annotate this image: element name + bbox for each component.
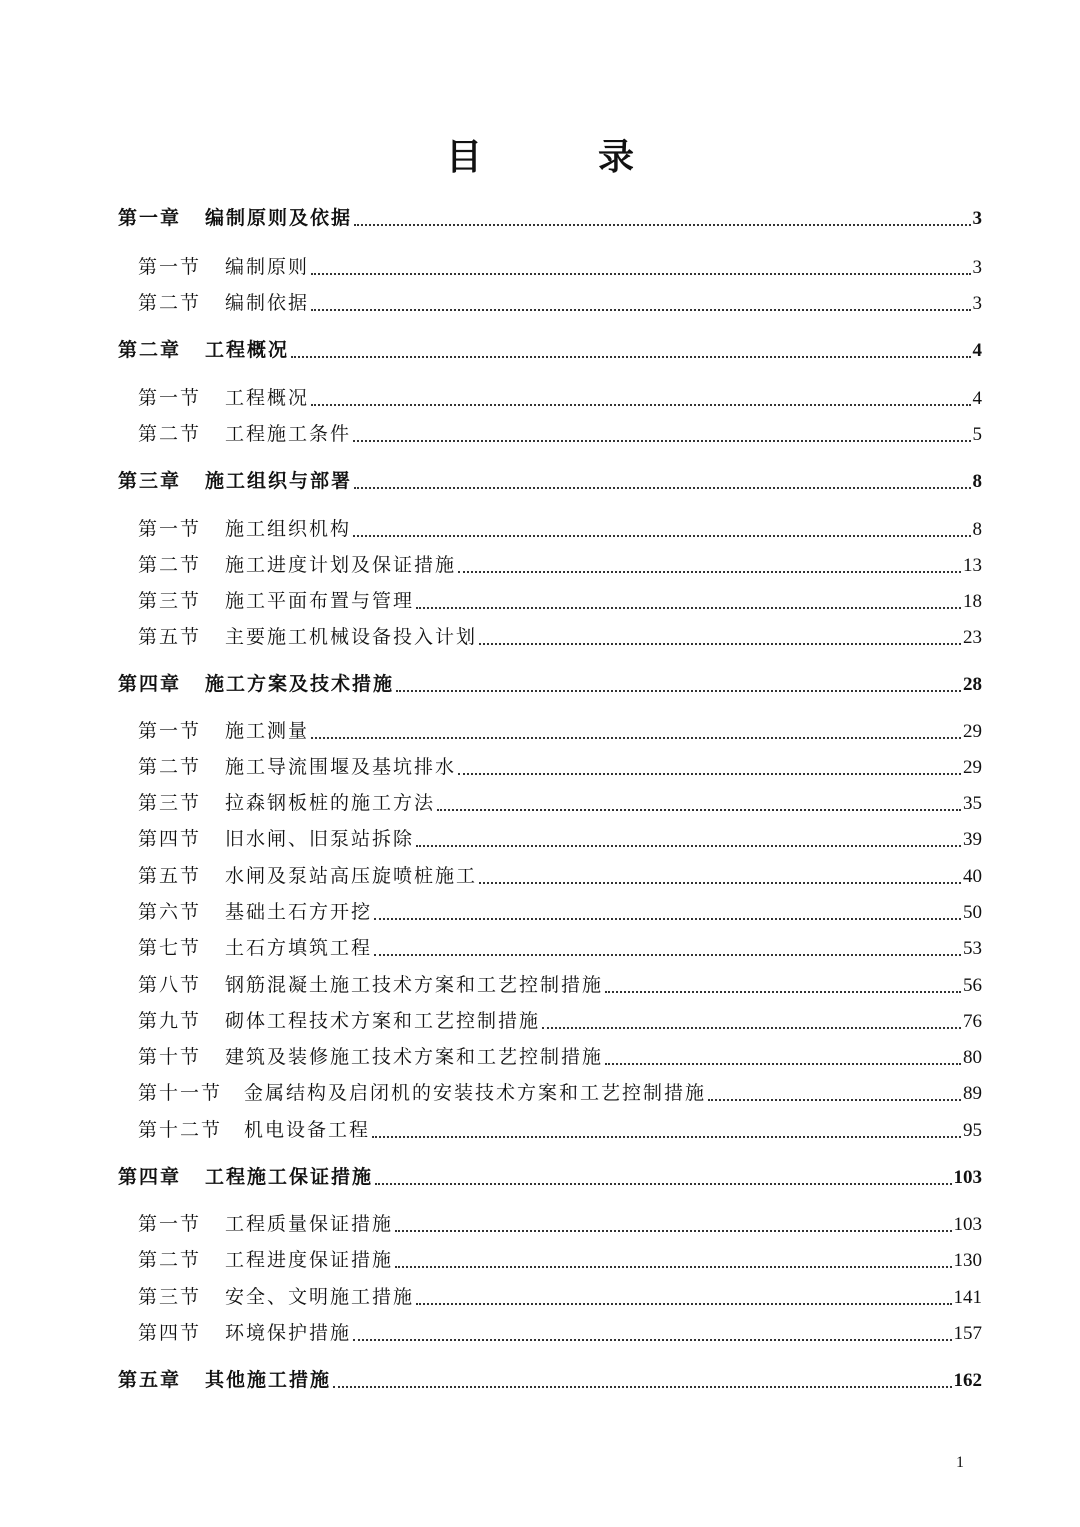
toc-section-entry[interactable] <box>138 586 982 616</box>
toc-dot-leader <box>374 918 961 920</box>
toc-entry-title: 其他施工措施 <box>205 1369 332 1391</box>
toc-entry-label: 第九节 <box>138 1010 202 1032</box>
toc-dot-leader <box>311 404 970 406</box>
toc-entry-title: 机电设备工程 <box>244 1119 371 1141</box>
toc-dot-leader <box>333 1386 951 1388</box>
toc-dot-leader <box>542 1027 961 1029</box>
toc-dot-leader <box>605 991 961 993</box>
toc-entry-label: 第二节 <box>138 554 202 576</box>
page-number: 1 <box>956 1454 964 1471</box>
toc-entry-page: 3 <box>972 208 982 229</box>
toc-dot-leader <box>311 309 970 311</box>
toc-entry-page: 3 <box>972 293 982 314</box>
toc-entry-page: 141 <box>953 1287 982 1308</box>
toc-entry-label: 第一章 <box>118 207 182 229</box>
toc-entry-label: 第四节 <box>138 828 202 850</box>
toc-dot-leader <box>354 224 970 226</box>
toc-dot-leader <box>479 882 961 884</box>
toc-entry-title: 工程施工保证措施 <box>205 1166 374 1188</box>
toc-section-entry[interactable] <box>138 716 982 746</box>
toc-entry-label: 第五章 <box>118 1369 182 1391</box>
toc-entry-title: 施工导流围堰及基坑排水 <box>225 756 457 778</box>
toc-entry-page: 29 <box>963 721 982 742</box>
toc-entry-title: 工程施工条件 <box>225 423 352 445</box>
toc-section-entry[interactable] <box>138 419 982 449</box>
toc-entry-page: 40 <box>963 866 982 887</box>
toc-entry-page: 80 <box>963 1047 982 1068</box>
toc-entry-title: 工程概况 <box>205 339 290 361</box>
toc-chapter-entry[interactable] <box>118 335 982 365</box>
toc-entry-title: 编制依据 <box>225 292 310 314</box>
toc-section-entry[interactable] <box>138 933 982 963</box>
toc-dot-leader <box>311 273 970 275</box>
toc-section-entry[interactable] <box>138 1282 982 1312</box>
toc-section-entry[interactable] <box>138 288 982 318</box>
toc-section-entry[interactable] <box>138 550 982 580</box>
toc-entry-title: 施工方案及技术措施 <box>205 673 395 695</box>
toc-entry-title: 旧水闸、旧泵站拆除 <box>225 828 415 850</box>
toc-entry-page: 39 <box>963 829 982 850</box>
toc-entry-page: 56 <box>963 975 982 996</box>
toc-entry-title: 编制原则 <box>225 256 310 278</box>
toc-entry-page: 130 <box>953 1250 982 1271</box>
toc-entry-page: 3 <box>972 257 982 278</box>
toc-dot-leader <box>605 1063 961 1065</box>
toc-dot-leader <box>372 1136 961 1138</box>
toc-section-entry[interactable] <box>138 252 982 282</box>
toc-entry-title: 主要施工机械设备投入计划 <box>225 626 478 648</box>
toc-section-entry[interactable] <box>138 1078 982 1108</box>
toc-entry-title: 施工平面布置与管理 <box>225 590 415 612</box>
toc-section-entry[interactable] <box>138 514 982 544</box>
toc-chapter-entry[interactable] <box>118 466 982 496</box>
toc-section-entry[interactable] <box>138 861 982 891</box>
toc-entry-label: 第六节 <box>138 901 202 923</box>
toc-entry-title: 水闸及泵站高压旋喷桩施工 <box>225 865 478 887</box>
toc-entry-page: 50 <box>963 902 982 923</box>
toc-chapter-entry[interactable] <box>118 1162 982 1192</box>
toc-dot-leader <box>375 1183 951 1185</box>
toc-entry-page: 95 <box>963 1120 982 1141</box>
toc-entry-label: 第二节 <box>138 1249 202 1271</box>
toc-entry-page: 89 <box>963 1083 982 1104</box>
toc-section-entry[interactable] <box>138 1209 982 1239</box>
toc-entry-page: 13 <box>963 555 982 576</box>
toc-dot-leader <box>395 1230 951 1232</box>
toc-section-entry[interactable] <box>138 1245 982 1275</box>
toc-entry-title: 金属结构及启闭机的安装技术方案和工艺控制措施 <box>244 1082 707 1104</box>
toc-entry-page: 35 <box>963 793 982 814</box>
toc-dot-leader <box>291 356 970 358</box>
toc-entry-page: 76 <box>963 1011 982 1032</box>
toc-dot-leader <box>416 1303 951 1305</box>
toc-entry-title: 编制原则及依据 <box>205 207 353 229</box>
toc-entry-label: 第十节 <box>138 1046 202 1068</box>
toc-entry-page: 5 <box>972 424 982 445</box>
toc-entry-label: 第二节 <box>138 756 202 778</box>
toc-dot-leader <box>458 773 961 775</box>
toc-entry-label: 第三节 <box>138 590 202 612</box>
toc-entry-title: 环境保护措施 <box>225 1322 352 1344</box>
toc-section-entry[interactable] <box>138 1115 982 1145</box>
toc-section-entry[interactable] <box>138 788 982 818</box>
toc-dot-leader <box>458 571 961 573</box>
toc-entry-label: 第三章 <box>118 470 182 492</box>
toc-dot-leader <box>353 1339 951 1341</box>
toc-section-entry[interactable] <box>138 824 982 854</box>
toc-entry-title: 土石方填筑工程 <box>225 937 373 959</box>
toc-entry-page: 28 <box>963 674 982 695</box>
toc-entry-label: 第四章 <box>118 1166 182 1188</box>
toc-entry-page: 162 <box>953 1370 982 1391</box>
toc-chapter-entry[interactable] <box>118 669 982 699</box>
toc-entry-label: 第一节 <box>138 1213 202 1235</box>
toc-chapter-entry[interactable] <box>118 1365 982 1395</box>
toc-entry-page: 103 <box>953 1214 982 1235</box>
toc-dot-leader <box>311 737 961 739</box>
toc-entry-label: 第五节 <box>138 865 202 887</box>
toc-entry-label: 第十一节 <box>138 1082 223 1104</box>
toc-entry-title: 施工组织与部署 <box>205 470 353 492</box>
toc-dot-leader <box>437 809 961 811</box>
toc-entry-label: 第一节 <box>138 256 202 278</box>
toc-dot-leader <box>416 845 961 847</box>
toc-entry-label: 第二章 <box>118 339 182 361</box>
toc-entry-page: 8 <box>972 471 982 492</box>
toc-entry-page: 4 <box>972 388 982 409</box>
toc-entry-title: 工程进度保证措施 <box>225 1249 394 1271</box>
toc-entry-label: 第一节 <box>138 720 202 742</box>
toc-entry-title: 安全、文明施工措施 <box>225 1286 415 1308</box>
toc-section-entry[interactable] <box>138 1006 982 1036</box>
toc-entry-title: 工程概况 <box>225 387 310 409</box>
toc-entry-title: 施工进度计划及保证措施 <box>225 554 457 576</box>
toc-entry-label: 第二节 <box>138 292 202 314</box>
toc-entry-label: 第三节 <box>138 792 202 814</box>
toc-section-entry[interactable] <box>138 383 982 413</box>
toc-entry-title: 工程质量保证措施 <box>225 1213 394 1235</box>
toc-entry-label: 第十二节 <box>138 1119 223 1141</box>
toc-entry-page: 23 <box>963 627 982 648</box>
toc-entry-page: 4 <box>972 340 982 361</box>
toc-dot-leader <box>354 487 970 489</box>
toc-section-entry[interactable] <box>138 970 982 1000</box>
toc-section-entry[interactable] <box>138 1042 982 1072</box>
toc-entry-label: 第七节 <box>138 937 202 959</box>
toc-entry-label: 第一节 <box>138 387 202 409</box>
toc-dot-leader <box>416 607 961 609</box>
toc-dot-leader <box>395 1266 951 1268</box>
toc-entry-label: 第一节 <box>138 518 202 540</box>
toc-entry-title: 施工测量 <box>225 720 310 742</box>
toc-entry-page: 103 <box>953 1167 982 1188</box>
toc-section-entry[interactable] <box>138 897 982 927</box>
toc-entry-title: 基础土石方开挖 <box>225 901 373 923</box>
toc-entry-label: 第五节 <box>138 626 202 648</box>
toc-dot-leader <box>708 1099 961 1101</box>
toc-entry-page: 29 <box>963 757 982 778</box>
toc-entry-title: 砌体工程技术方案和工艺控制措施 <box>225 1010 541 1032</box>
toc-entry-title: 拉森钢板桩的施工方法 <box>225 792 436 814</box>
toc-entry-page: 53 <box>963 938 982 959</box>
toc-section-entry[interactable] <box>138 1318 982 1348</box>
toc-entry-label: 第二节 <box>138 423 202 445</box>
toc-section-entry[interactable] <box>138 622 982 652</box>
toc-entry-label: 第四节 <box>138 1322 202 1344</box>
toc-entry-label: 第八节 <box>138 974 202 996</box>
toc-dot-leader <box>396 690 961 692</box>
toc-entry-label: 第四章 <box>118 673 182 695</box>
toc-dot-leader <box>353 535 970 537</box>
toc-dot-leader <box>479 643 961 645</box>
toc-dot-leader <box>374 954 961 956</box>
page-title: 目 录 <box>445 136 674 178</box>
toc-entry-page: 18 <box>963 591 982 612</box>
toc-chapter-entry[interactable] <box>118 203 982 233</box>
toc-entry-label: 第三节 <box>138 1286 202 1308</box>
toc-entry-page: 157 <box>953 1323 982 1344</box>
toc-entry-page: 8 <box>972 519 982 540</box>
toc-section-entry[interactable] <box>138 752 982 782</box>
toc-entry-title: 施工组织机构 <box>225 518 352 540</box>
toc-entry-title: 钢筋混凝土施工技术方案和工艺控制措施 <box>225 974 604 996</box>
toc-entry-title: 建筑及装修施工技术方案和工艺控制措施 <box>225 1046 604 1068</box>
toc-dot-leader <box>353 440 970 442</box>
